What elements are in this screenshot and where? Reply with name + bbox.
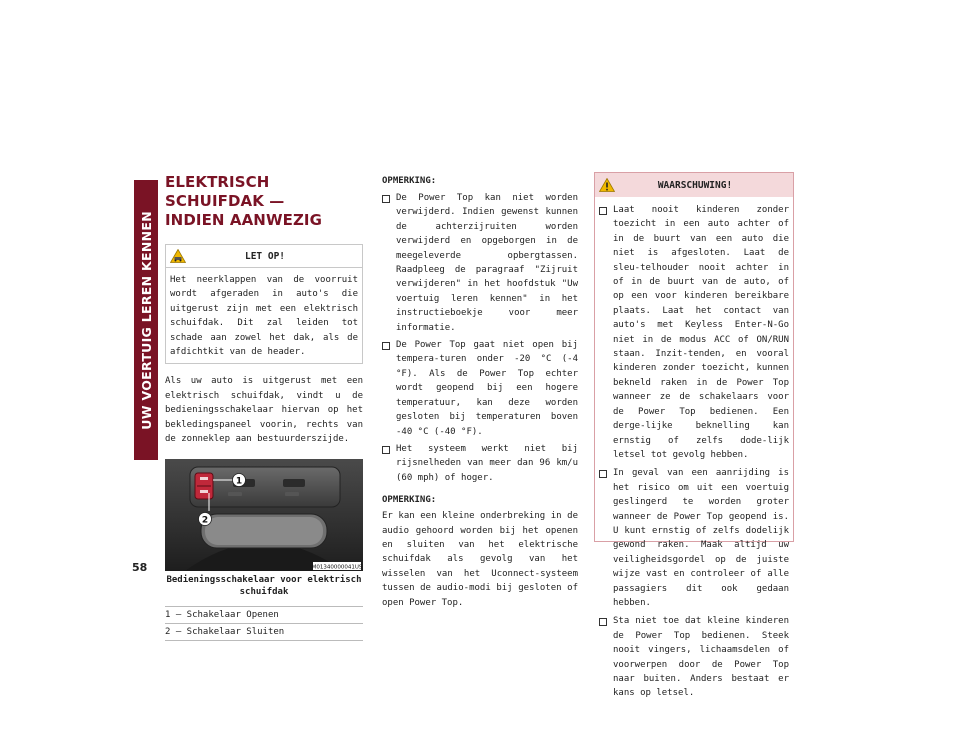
figure-legend (165, 606, 363, 641)
warning-bullet-text: In geval van een aanrijding is het risico om uit een voertuig geslingerd te worden groter wanneer de Power Top geopend is. U kunt ernstig of zelfs dodelijk gewond raken. Maak altijd uw veiligheidsgordel op de juiste wijze vast en controleer of alle passagiers dit ook gedaan hebben. (613, 468, 789, 608)
bullet-box-icon (382, 195, 390, 203)
caution-text: Het neerklappen van de voorruit wordt afgeraden in auto's die uitgerust zijn met een elektrisch schuifdak. Dit zal leiden tot schade aan zowel het dak, als de afdichtkit van de header. (170, 275, 358, 358)
warning-bullet-text: Laat nooit kinderen zonder toezicht in een auto achter of in de buurt van een auto die niet is afgesloten. Laat de sleu-telhouder nooit achter in of in de buurt van de auto, of op een voor kinderen bereikbare plaats. Laat het contact van auto's met Keyless Enter-N-Go niet in de modus ACC of ON/RUN staan. Inzit-tenden, en vooral kinderen zonder toezicht, kunnen bekneld raken in de Power Top wanneer ze de schakelaars voor de Power Top bedienen. Een derge-lijke beknelling kan ernstig of zelfs dode-lijk letsel tot gevolg hebben. (613, 205, 789, 460)
note-bullet (382, 442, 578, 485)
warning-bullet-text: Sta niet toe dat kleine kinderen de Power Top bedienen. Steek nooit vingers, lichaamsdelen of voorwerpen door de Power Top naar buiten. Anders bestaat er kans op letsel. (613, 616, 789, 699)
note-bullet-text: Het systeem werkt niet bij rijsnelheden van meer dan 96 km/u (60 mph) of hoger. (396, 443, 578, 483)
chapter-title-text: UW VOERTUIG LEREN KENNEN (138, 210, 154, 430)
caution-header (166, 245, 362, 268)
note2 (382, 494, 578, 610)
legend-item-close: 2 — Schakelaar Sluiten (165, 624, 363, 641)
warning-bullet (599, 203, 789, 462)
note-bullet-text: De Power Top gaat niet open bij tempera-turen onder -20 °C (-4 °F). Als de Power Top echter wordt geopend bij een hogere temperatuur, kan deze worden gesloten bij temperaturen boven -40 °C (-40 °F). (396, 340, 578, 437)
note2-text: Er kan een kleine onderbreking in de audio gehoord worden bij het openen en sluiten van het elektrische schuifdak als gevolg van het wisselen van het Uconnect-systeem tussen de audio-modi bij gesloten of open Power Top. (382, 511, 578, 608)
bullet-box-icon (382, 446, 390, 454)
bullet-box-icon (382, 342, 390, 350)
warning-bullet (599, 466, 789, 610)
section-title (165, 173, 363, 230)
section-title-line2: INDIEN AANWEZIG (165, 211, 323, 229)
warning-bullet (599, 614, 789, 700)
caution-label: LET OP! (244, 250, 286, 262)
warning-body (595, 197, 793, 701)
figure-code: M01340000041US (311, 564, 363, 571)
note2-label: OPMERKING: (382, 495, 437, 506)
figure-caption: Bedieningsschakelaar voor elektrisch schuifdak (166, 575, 362, 598)
middle-column (382, 175, 578, 610)
bullet-box-icon (599, 207, 607, 215)
note-bullet-text: De Power Top kan niet worden verwijderd. Indien gewenst kunnen de achterzijruiten worden verwijderd en opgeborgen in de meegeleverde opbergtassen. Raadpleeg de paragraaf "Zijruit verwijderen" in het hoofdstuk "Uw voertuig leren kennen" in het instructieboekje voor meer informatie. (396, 193, 578, 333)
callout-2: 2 (201, 515, 209, 526)
legend-item-open: 1 — Schakelaar Openen (165, 607, 363, 624)
note-label: OPMERKING: (382, 176, 437, 186)
warning-header (595, 173, 793, 197)
page-number: 58 (132, 561, 148, 574)
overhead-console-image (165, 459, 363, 571)
bullet-box-icon (599, 618, 607, 626)
note-bullet (382, 338, 578, 439)
warning-label: WAARSCHUWING! (657, 179, 733, 191)
section-title-line1: ELEKTRISCH SCHUIFDAK — (165, 173, 285, 210)
callout-1: 1 (235, 476, 243, 487)
intro-paragraph: Als uw auto is uitgerust met een elektrisch schuifdak, vindt u de bedieningsschakelaar hiervan op het bekledingspaneel voorin, rechts van de zonneklep aan bestuurderszijde. (165, 376, 363, 445)
bullet-box-icon (599, 470, 607, 478)
left-column (165, 173, 363, 641)
chapter-title (124, 180, 168, 460)
note-bullet (382, 191, 578, 335)
switch-figure (165, 459, 363, 571)
caution-box (165, 244, 363, 364)
warning-box (594, 172, 794, 699)
